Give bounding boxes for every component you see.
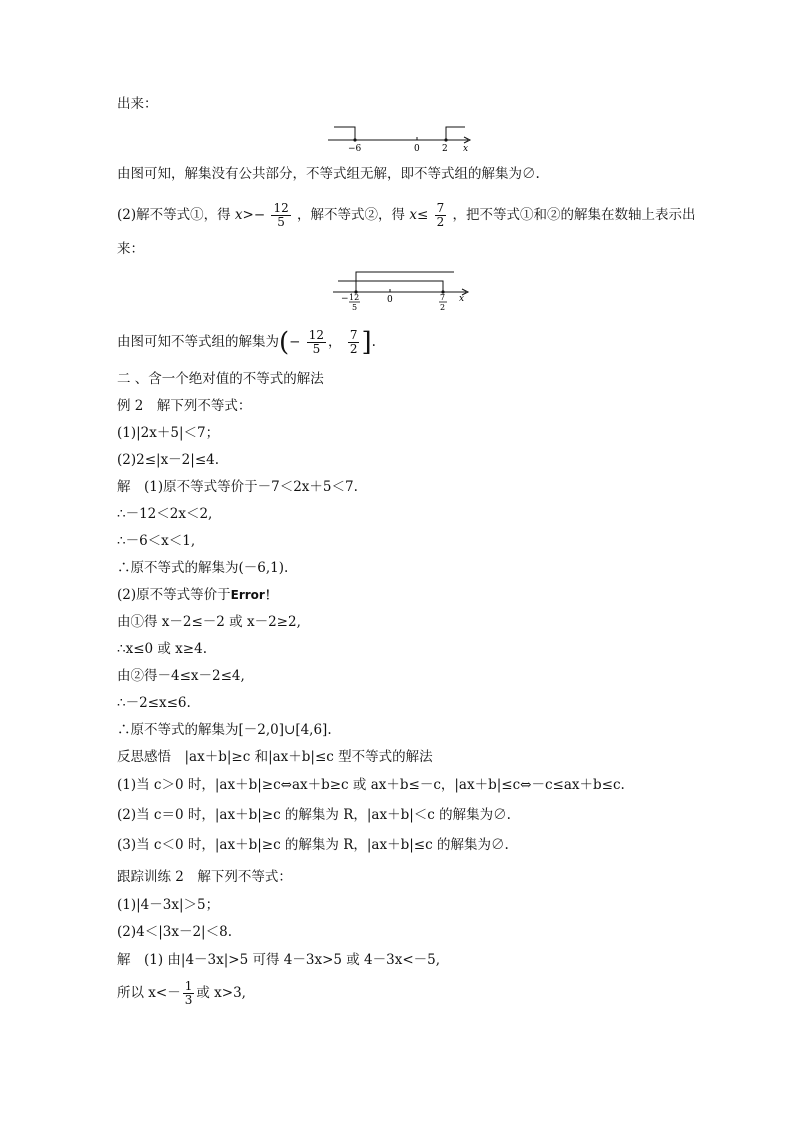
interval-upper xyxy=(356,272,454,292)
interval-left xyxy=(334,127,355,140)
axis-label: x xyxy=(463,144,469,154)
interval-right xyxy=(446,127,465,140)
text-line: 来： xyxy=(117,241,144,257)
fraction: $\frac{7}{2}$ xyxy=(436,201,445,229)
tick-label: 12 xyxy=(349,293,360,302)
tick-label: 7 xyxy=(440,293,446,302)
number-line-1 xyxy=(320,120,480,154)
tick-label: 5 xyxy=(352,303,358,312)
text-line: 由②得－4≤x－2≤4, xyxy=(117,668,245,684)
tick-label: 2 xyxy=(442,144,448,154)
text-line: (3)当 c＜0 时，|ax＋b|≥c 的解集为 R，|ax＋b|≤c 的解集为∅. xyxy=(117,837,509,853)
text-line: ∴原不等式的解集为(－6,1). xyxy=(117,560,289,576)
point-2 xyxy=(444,138,447,141)
reflection-title: 反思感悟 |ax＋b|≥c 和|ax＋b|≤c 型不等式的解法 xyxy=(117,749,433,765)
text-line: ∴原不等式的解集为[－2,0]∪[4,6]. xyxy=(117,722,332,738)
tick-label: − xyxy=(341,294,349,304)
text-line: (2)解不等式①，得 x>− $\frac{12}{5}$ ，解不等式②，得 x≤ $\frac{7}{2}$ ，把不等式①和②的解集在数轴上表示出 xyxy=(117,201,696,229)
text-line: 解 (1) 由|4－3x|>5 可得 4－3x>5 或 4－3x<－5, xyxy=(117,952,441,968)
text-line: ∴－12＜2x＜2, xyxy=(117,506,213,522)
exercise-title: 跟踪训练 2 解下列不等式： xyxy=(117,869,292,885)
text-line: (1)当 c＞0 时，|ax＋b|≥c⇔ax＋b≥c 或 ax＋b≤－c，|ax＋b|≤c⇔－c≤ax＋b≤c. xyxy=(117,777,625,793)
text-line: (2)4＜|3x－2|＜8. xyxy=(117,924,232,940)
text-line: 出来： xyxy=(117,96,158,112)
text-line: (2)原不等式等价于Error！ xyxy=(117,587,277,603)
number-line-2 xyxy=(328,266,478,314)
tick-label: 0 xyxy=(414,144,420,154)
point-minus6 xyxy=(353,138,356,141)
fraction: $\frac{12}{5}$ xyxy=(308,328,325,356)
text-line: ∴－2≤x≤6. xyxy=(117,695,191,711)
text-line: (1)|2x＋5|＜7； xyxy=(117,425,220,441)
tick-label: −6 xyxy=(348,144,362,154)
fraction: $\frac{1}{3}$ xyxy=(184,979,193,1007)
text-line: (1)|4－3x|＞5； xyxy=(117,897,220,913)
tick-label: 2 xyxy=(440,303,446,312)
text-line: 解 (1)原不等式等价于－7＜2x＋5＜7. xyxy=(117,479,358,495)
section-heading: 二 、含一个绝对值的不等式的解法 xyxy=(117,371,324,387)
fraction: $\frac{7}{2}$ xyxy=(349,328,358,356)
text-line: 由图可知，解集没有公共部分，不等式组无解，即不等式组的解集为∅. xyxy=(117,166,540,182)
tick-label: 0 xyxy=(387,295,393,305)
text-line: 由图可知不等式组的解集为(− $\frac{12}{5}$ ， $\frac{7}{2}$ ]. xyxy=(117,327,376,358)
text-line: 所以 x<－ $\frac{1}{3}$ 或 x>3, xyxy=(117,979,246,1007)
text-line: ∴－6＜x＜1, xyxy=(117,533,196,549)
axis-label: x xyxy=(459,294,465,304)
text-line: ∴x≤0 或 x≥4. xyxy=(117,641,207,657)
text-line: 由①得 x－2≤－2 或 x－2≥2, xyxy=(117,614,301,630)
text-line: (2)当 c＝0 时，|ax＋b|≥c 的解集为 R，|ax＋b|＜c 的解集为∅. xyxy=(117,807,511,823)
text-line: (2)2≤|x－2|≤4. xyxy=(117,452,220,468)
example-title: 例 2 解下列不等式： xyxy=(117,398,252,414)
fraction: $\frac{12}{5}$ xyxy=(273,201,289,229)
